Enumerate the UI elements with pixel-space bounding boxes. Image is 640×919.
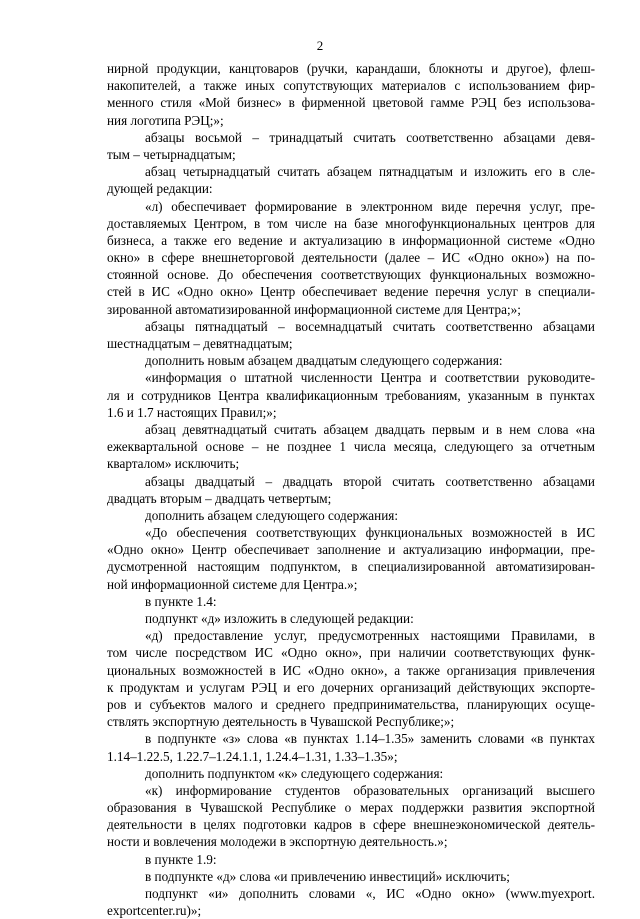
text-line: ной информационной системе для Центра.»; [107,576,358,592]
text-line: тым – четырнадцатым; [107,146,236,162]
text-line: зированной автоматизированной информационной системе для Центра;»; [107,301,521,317]
text-line: exportcenter.ru)»; [107,903,202,919]
text-line: в подпункте «д» слова «и привлечению инвестиций» исключить; [145,868,510,884]
text-line: к продуктам и услугам РЭЦ и его дочерних организаций действующих экспорте- [107,679,595,695]
text-line: «л) обеспечивает формирование в электронном виде перечня услуг, пре- [145,198,595,214]
text-line: стей в ИС «Одно окно» Центр обеспечивает ведение перечня услуг в специали- [107,284,595,300]
text-line: ния логотипа РЭЦ;»; [107,112,224,128]
text-line: дующей редакции: [107,181,213,197]
text-line: ежеквартальной основе – не позднее 1 числа месяца, следующего за отчетным [107,439,595,455]
text-line: «к) информирование студентов образовательных организаций высшего [145,782,595,798]
text-line: доставляемых Центром, в том числе на базе многофункциональных центров для [107,215,595,231]
text-line: дополнить подпунктом «к» следующего содержания: [145,765,444,781]
text-line: «До обеспечения соответствующих функциональных возможностей в ИС [145,525,595,541]
text-line: том числе посредством ИС «Одно окно», при наличии соответствующих функ- [107,645,595,661]
text-line: «Одно окно» Центр обеспечивает заполнение и актуализацию информации, пре- [107,542,595,558]
text-line: абзацы двадцатый – двадцать второй считать соответственно абзацами [145,473,595,489]
page-number: 2 [316,38,324,53]
text-line: подпункт «и» дополнить словами «, ИС «Одно окно» (www.myexport. [145,886,595,901]
text-line: шестнадцатым – девятнадцатым; [107,336,293,351]
text-line: ствлять экспортную деятельность в Чувашской Республике;»; [107,714,455,730]
text-line: менного стиля «Мой бизнес» в фирменной цветовой гамме РЭЦ без использова- [107,95,595,111]
document-body [107,60,595,919]
text-line: дополнить абзацем следующего содержания: [145,507,399,523]
text-line: накопителей, а также иных сопутствующих материалов с использованием фир- [107,78,595,94]
text-line: стоянной основе. До обеспечения соответствующих функциональных возможно- [107,267,595,283]
text-line: циональных возможностей в ИС «Одно окно», а также организация привлечения [107,662,595,678]
text-line: образования в Чувашской Республике о мерах поддержки развития экспортной [107,800,595,816]
text-line: деятельности в целях подготовки кадров в сфере внешнеэкономической деятель- [107,817,595,833]
text-line: дусмотренной настоящим подпунктом, в специализированной автоматизирован- [107,559,595,575]
text-line: ности и вовлечения молодежи в экспортную деятельность.»; [107,834,448,850]
text-line: окно» в сфере внешнеторговой деятельности (далее – ИС «Одно окно») на по- [107,250,595,266]
text-line: «информация о штатной численности Центра и соответствии руководите- [145,370,595,386]
text-line: ля и сотрудников Центра квалификационным требованиям, указанным в пунктах [107,387,595,403]
text-line: «д) предоставление услуг, предусмотренных настоящими Правилами, в [145,628,595,644]
text-line: кварталом» исключить; [107,456,240,472]
text-line: в подпункте «з» слова «в пунктах 1.14–1.35» заменить словами «в пунктах [145,731,595,747]
text-line: в пункте 1.9: [145,851,217,867]
text-line: 1.14–1.22.5, 1.22.7–1.24.1.1, 1.24.4–1.31, 1.33–1.35»; [107,748,398,764]
text-line: ров и субъектов малого и среднего предпринимательства, планирующих осуще- [107,696,595,712]
text-line: дополнить новым абзацем двадцатым следующего содержания: [145,353,503,369]
text-line: абзацы восьмой – тринадцатый считать соответственно абзацами девя- [145,129,595,145]
text-line: абзацы пятнадцатый – восемнадцатый считать соответственно абзацами [145,318,595,334]
text-line: двадцать вторым – двадцать четвертым; [107,490,332,506]
text-line: подпункт «д» изложить в следующей редакции: [145,611,414,626]
text-line: бизнеса, а также его ведение и актуализацию в информационной системе «Одно [107,232,595,248]
text-line: нирной продукции, канцтоваров (ручки, карандаши, блокноты и другое), флеш- [107,61,595,76]
text-line: абзац девятнадцатый считать абзацем двадцать первым и в нем слова «на [145,421,595,437]
text-line: абзац четырнадцатый считать абзацем пятнадцатым и изложить его в сле- [145,164,595,180]
text-line: 1.6 и 1.7 настоящих Правил;»; [107,404,277,420]
text-line: в пункте 1.4: [145,593,217,609]
